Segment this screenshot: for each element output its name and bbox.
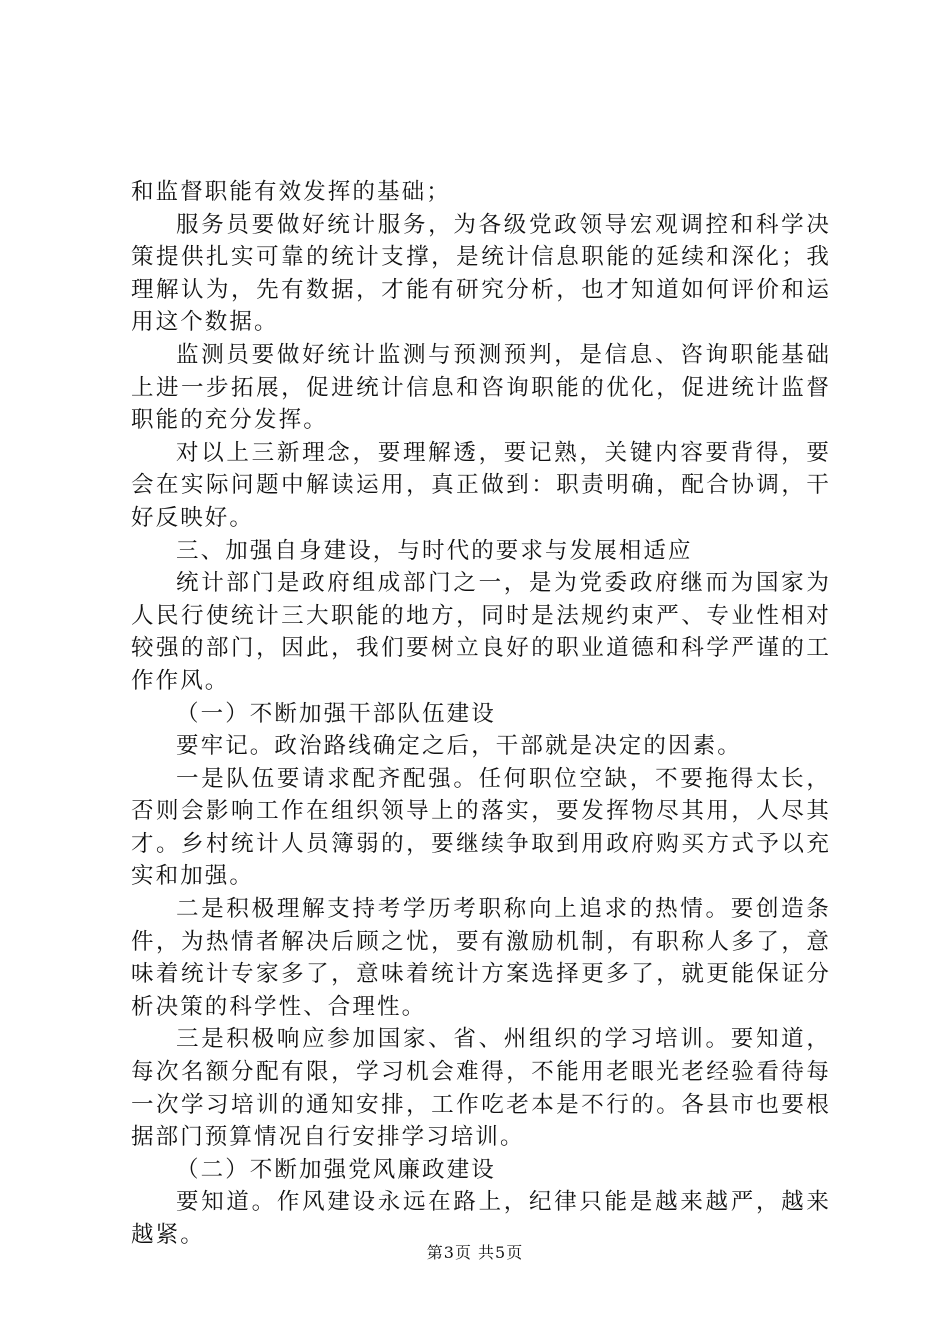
paragraph-point-3: 三是积极响应参加国家、省、州组织的学习培训。要知道，每次名额分配有限，学习机会难得，不能用老眼光老经验看待每一次学习培训的通知安排，工作吃老本是不行的。各县市也要根据部门预算情况自行安排学习培训。 <box>131 1026 831 1151</box>
paragraph-point-1: 一是队伍要请求配齐配强。任何职位空缺，不要拖得太长，否则会影响工作在组织领导上的落实，要发挥物尽其用，人尽其才。乡村统计人员簿弱的，要继续争取到用政府购买方式予以充实和加强。 <box>131 765 831 890</box>
paragraph-monitoring-role: 监测员要做好统计监测与预测预判，是信息、咨询职能基础上进一步拓展，促进统计信息和咨询职能的优化，促进统计监督职能的充分发挥。 <box>131 341 831 434</box>
paragraph-service-role: 服务员要做好统计服务，为各级党政领导宏观调控和科学决策提供扎实可靠的统计支撑，是统计信息职能的延续和深化；我理解认为，先有数据，才能有研究分析，也才知道如何评价和运用这个数据。 <box>131 211 831 336</box>
subheading-1: （一）不断加强干部队伍建设 <box>176 700 496 727</box>
paragraph-point-2: 二是积极理解支持考学历考职称向上追求的热情。要创造条件，为热情者解决后顾之忧，要有激励机制，有职称人多了，意味着统计专家多了，意味着统计方案选择更多了，就更能保证分析决策的科学性、合理性。 <box>131 896 831 1020</box>
paragraph-three-concepts: 对以上三新理念，要理解透，要记熟，关键内容要背得，要会在实际问题中解读运用，真正做到：职责明确，配合协调，干好反映好。 <box>131 439 831 531</box>
paragraph-stats-department: 统计部门是政府组成部门之一，是为党委政府继而为国家为人民行使统计三大职能的地方，同时是法规约束严、专业性相对较强的部门，因此，我们要树立良好的职业道德和科学严谨的工作作风。 <box>131 570 831 694</box>
paragraph-continued: 和监督职能有效发挥的基础； <box>131 179 451 205</box>
paragraph-remember: 要牢记。政治路线确定之后，干部就是决定的因素。 <box>176 733 742 760</box>
section-heading-3: 三、加强自身建设，与时代的要求与发展相适应 <box>176 537 693 564</box>
paragraph-discipline: 要知道。作风建设永远在路上，纪律只能是越来越严，越来越紧。 <box>131 1189 831 1248</box>
document-body <box>131 176 831 1252</box>
subheading-2: （二）不断加强党风廉政建设 <box>176 1156 496 1183</box>
page-indicator: 第3页 共5页 <box>426 1243 524 1262</box>
